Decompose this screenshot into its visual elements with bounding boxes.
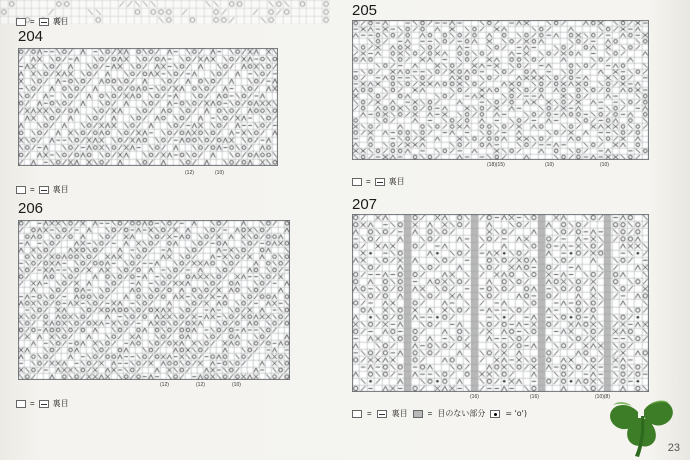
legend-equals-top: = [30,17,35,26]
legend-equals-204: = [30,185,35,194]
legend-purl-swatch-top [39,18,49,26]
legend-purl-swatch-207 [377,410,387,418]
page-number: 23 [667,442,680,454]
chart-canvas-206[interactable] [18,220,290,380]
chart-scale-206-c: (10) [232,382,241,388]
legend-equals-207-a: = [367,409,372,418]
chart-number-207: 207 [352,196,378,213]
legend-purl-swatch-205 [375,178,385,186]
legend-equals-206: = [30,399,35,408]
legend-no-stitch-swatch-207 [413,410,423,418]
chart-number-205: 205 [352,2,378,19]
chart-scale-204-b: (10) [215,170,224,176]
legend-purl-label-205: 裏目 [388,177,405,186]
legend-purl-label-207: 裏目 [391,409,408,418]
chart-scale-206-a: (12) [160,382,169,388]
legend-purl-swatch-204 [39,186,49,194]
chart-scale-207-c: (10)(8) [595,394,611,400]
legend-equals-207-b: = [427,409,433,418]
chart-scale-205-a: (18)(15) [487,162,505,168]
legend-206 [16,398,69,409]
legend-204 [16,184,69,195]
chart-scale-204-a: (12) [185,170,194,176]
chart-panel-204 [18,28,43,45]
chart-grid-207[interactable] [352,214,649,392]
legend-dot-swatch-207 [490,410,500,418]
chart-number-206: 206 [18,200,44,217]
legend-equals-205: = [366,177,371,186]
legend-blank-swatch-top [16,18,26,26]
chart-number-204: 204 [18,28,44,45]
legend-no-stitch-label-207: 目のない部分 [437,409,486,418]
chart-grid-206[interactable] [18,220,290,380]
chart-canvas-207[interactable] [352,214,649,392]
chart-scale-206-b: (12) [196,382,205,388]
chart-grid-205[interactable] [352,20,649,160]
legend-207 [352,408,527,419]
legend-blank-swatch-206 [16,400,26,408]
chart-panel-207 [352,196,377,213]
chart-canvas-204[interactable] [18,48,278,166]
chart-scale-207-a: (16) [470,394,479,400]
chart-scale-207-b: (16) [530,394,539,400]
legend-blank-swatch-205 [352,178,362,186]
legend-purl-label-204: 裏目 [52,185,69,194]
chart-canvas-205[interactable] [352,20,649,160]
legend-dot-label-207: = 'o') [505,409,528,418]
legend-purl-label-top: 裏目 [52,17,69,26]
legend-205 [352,176,405,187]
legend-purl-label-206: 裏目 [52,399,69,408]
chart-grid-204[interactable] [18,48,278,166]
legend-blank-swatch-207 [352,410,362,418]
legend-purl-swatch-206 [39,400,49,408]
chart-panel-206 [18,200,43,217]
legend-blank-swatch-204 [16,186,26,194]
chart-scale-205-c: (10) [600,162,609,168]
clover-decoration [592,372,688,460]
legend-top [16,16,69,27]
chart-panel-205 [352,2,377,19]
chart-scale-205-b: (10) [545,162,554,168]
